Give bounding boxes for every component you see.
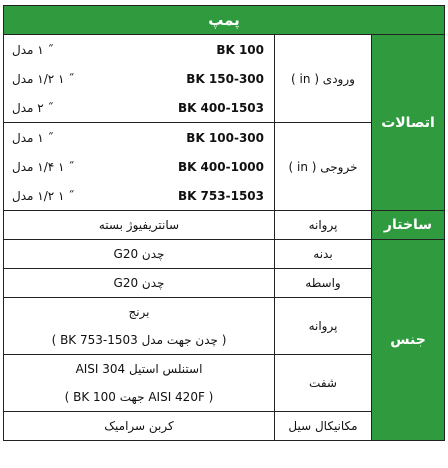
table-title: پمپ [4, 6, 445, 35]
shaft-label: شفت [275, 355, 372, 412]
outlet-size: ˝ ۱ ۱/۴ مدل [12, 159, 75, 174]
section-material: جنس [372, 240, 445, 441]
shaft-line2: ( AISI 420F جهت BK 100 ) [64, 390, 214, 404]
structure-impeller-label: پروانه [275, 211, 372, 240]
structure-impeller-value: سانتریفیوژ بسته [4, 211, 275, 240]
impeller-line1: برنج [128, 305, 150, 319]
outlet-label: خروجی ( in ) [275, 123, 372, 211]
inlet-model: BK 100 [216, 42, 264, 57]
impeller-label: پروانه [275, 298, 372, 355]
outlet-model: BK 100-300 [186, 130, 264, 145]
table-row [4, 35, 445, 123]
body-value: چدن G20 [4, 240, 275, 269]
inlet-size: ˝ ۲ مدل [12, 100, 54, 115]
list-item [4, 64, 274, 93]
inlet-label: ورودی ( in ) [275, 35, 372, 123]
inlet-model: BK 150-300 [186, 71, 264, 86]
list-item [4, 35, 274, 64]
impeller-value [4, 298, 275, 355]
list-item [4, 123, 274, 152]
outlet-size: ˝ ۱ ۱/۲ مدل [12, 188, 75, 203]
list-item [4, 152, 274, 181]
outlet-size: ˝ ۱ مدل [12, 130, 54, 145]
table-row [4, 211, 445, 240]
outlet-model: BK 400-1000 [177, 159, 264, 174]
spacer-value: چدن G20 [4, 269, 275, 298]
table-title-row [4, 6, 445, 35]
spacer-label: واسطه [275, 269, 372, 298]
outlet-model: BK 753-1503 [177, 188, 264, 203]
inlet-size: ˝ ۱ ۱/۲ مدل [12, 71, 75, 86]
section-connections: اتصالات [372, 35, 445, 211]
shaft-value [4, 355, 275, 412]
seal-label: مکانیکال سیل [275, 412, 372, 441]
inlet-size: ˝ ۱ مدل [12, 42, 54, 57]
list-item [4, 93, 274, 122]
inlet-model: BK 400-1503 [177, 100, 264, 115]
inlet-values [4, 35, 275, 123]
impeller-line2: ( چدن جهت مدل BK 753-1503 ) [51, 333, 227, 347]
list-item [4, 181, 274, 210]
section-structure: ساختار [372, 211, 445, 240]
pump-spec-table [3, 5, 445, 441]
seal-value: کربن سرامیک [4, 412, 275, 441]
shaft-line1: استنلس استیل AISI 304 [75, 362, 203, 376]
outlet-values [4, 123, 275, 211]
body-label: بدنه [275, 240, 372, 269]
table-row [4, 240, 445, 269]
